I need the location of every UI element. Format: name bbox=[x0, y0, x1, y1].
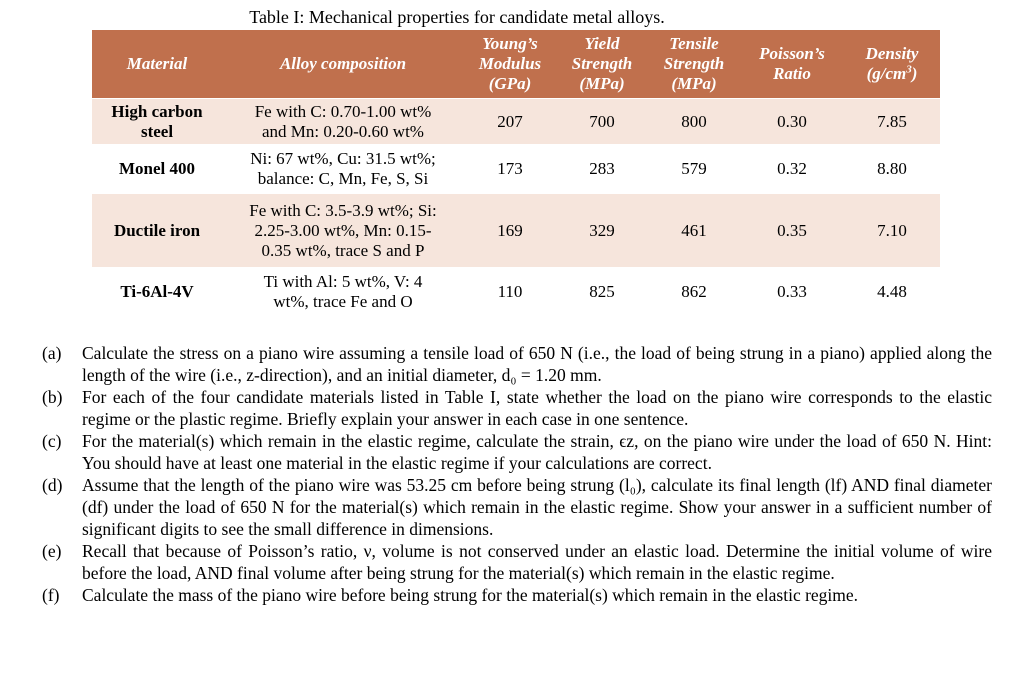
question-text: For each of the four candidate materials listed in Table I, state whether the load on the piano wire corresponds to the elastic regime or the plastic regime. Briefly explain your answer in each case in one sentence. bbox=[82, 387, 992, 429]
tensile-strength-cell: 579 bbox=[648, 145, 740, 194]
table-row bbox=[92, 145, 940, 194]
table-row bbox=[92, 194, 940, 268]
question-item bbox=[42, 584, 992, 606]
question-item bbox=[42, 342, 992, 386]
density-cell: 8.80 bbox=[844, 145, 940, 194]
question-label: (c) bbox=[42, 431, 62, 451]
question-item bbox=[42, 474, 992, 540]
header-youngs-modulus: Young’s Modulus (GPa) bbox=[464, 30, 556, 99]
question-text: Recall that because of Poisson’s ratio, ν, volume is not conserved under an elastic load. Determine the initial volume of wire before the load, AND final volume after being strung for the material(s) which remain in the elastic regime. bbox=[82, 541, 992, 583]
composition-cell: Ni: 67 wt%, Cu: 31.5 wt%; balance: C, Mn, Fe, S, Si bbox=[222, 145, 464, 194]
tensile-strength-cell: 461 bbox=[648, 194, 740, 268]
properties-table bbox=[92, 30, 940, 316]
yield-strength-cell: 700 bbox=[556, 99, 648, 145]
table-row bbox=[92, 99, 940, 145]
yield-strength-cell: 825 bbox=[556, 268, 648, 317]
poisson-ratio-cell: 0.35 bbox=[740, 194, 844, 268]
youngs-modulus-cell: 207 bbox=[464, 99, 556, 145]
material-cell: Monel 400 bbox=[92, 145, 222, 194]
question-text: Calculate the mass of the piano wire before being strung for the material(s) which remain in the elastic regime. bbox=[82, 585, 859, 605]
material-cell: Ductile iron bbox=[92, 194, 222, 268]
youngs-modulus-cell: 173 bbox=[464, 145, 556, 194]
poisson-ratio-cell: 0.32 bbox=[740, 145, 844, 194]
header-material: Material bbox=[92, 30, 222, 99]
question-item bbox=[42, 430, 992, 474]
question-label: (d) bbox=[42, 475, 63, 495]
density-cell: 4.48 bbox=[844, 268, 940, 317]
question-list bbox=[42, 342, 992, 606]
tensile-strength-cell: 800 bbox=[648, 99, 740, 145]
yield-strength-cell: 283 bbox=[556, 145, 648, 194]
question-item bbox=[42, 386, 992, 430]
header-yield-strength: Yield Strength (MPa) bbox=[556, 30, 648, 99]
yield-strength-cell: 329 bbox=[556, 194, 648, 268]
header-alloy-composition: Alloy composition bbox=[222, 30, 464, 99]
question-text: For the material(s) which remain in the elastic regime, calculate the strain, ϵz, on the piano wire under the load of 650 N. Hint: You should have at least one material in the elastic regime if your calculations are correct. bbox=[82, 431, 992, 473]
tensile-strength-cell: 862 bbox=[648, 268, 740, 317]
question-text: Calculate the stress on a piano wire assuming a tensile load of 650 N (i.e., the load of being strung in a piano) applied along the length of the wire (i.e., z-direction), and an initial diameter, d₀ = 1.20 mm. bbox=[82, 343, 992, 385]
composition-cell: Ti with Al: 5 wt%, V: 4 wt%, trace Fe and O bbox=[222, 268, 464, 317]
poisson-ratio-cell: 0.33 bbox=[740, 268, 844, 317]
density-cell: 7.10 bbox=[844, 194, 940, 268]
question-label: (e) bbox=[42, 541, 62, 561]
composition-cell: Fe with C: 3.5-3.9 wt%; Si: 2.25-3.00 wt%, Mn: 0.15- 0.35 wt%, trace S and P bbox=[222, 194, 464, 268]
material-cell: High carbon steel bbox=[92, 99, 222, 145]
density-cell: 7.85 bbox=[844, 99, 940, 145]
question-label: (b) bbox=[42, 387, 63, 407]
composition-cell: Fe with C: 0.70-1.00 wt% and Mn: 0.20-0.60 wt% bbox=[222, 99, 464, 145]
youngs-modulus-cell: 110 bbox=[464, 268, 556, 317]
question-item bbox=[42, 540, 992, 584]
table-header-row bbox=[92, 30, 940, 99]
header-density: Density $(g/cm^3)$ bbox=[844, 30, 940, 99]
material-cell: Ti-6Al-4V bbox=[92, 268, 222, 317]
table-row bbox=[92, 268, 940, 317]
header-tensile-strength: Tensile Strength (MPa) bbox=[648, 30, 740, 99]
header-poissons-ratio: Poisson’s Ratio bbox=[740, 30, 844, 99]
question-label: (a) bbox=[42, 343, 62, 363]
youngs-modulus-cell: 169 bbox=[464, 194, 556, 268]
question-label: (f) bbox=[42, 585, 60, 605]
table-caption: Table I: Mechanical properties for candidate metal alloys. bbox=[249, 7, 665, 27]
question-text: Assume that the length of the piano wire was 53.25 cm before being strung (l₀), calculate its final length (lf) AND final diameter (df) under the load of 650 N for the material(s) which remain in the elastic regime. Show your answer in a sufficient number of significant digits to see the small difference in dimensions. bbox=[82, 475, 992, 539]
poisson-ratio-cell: 0.30 bbox=[740, 99, 844, 145]
